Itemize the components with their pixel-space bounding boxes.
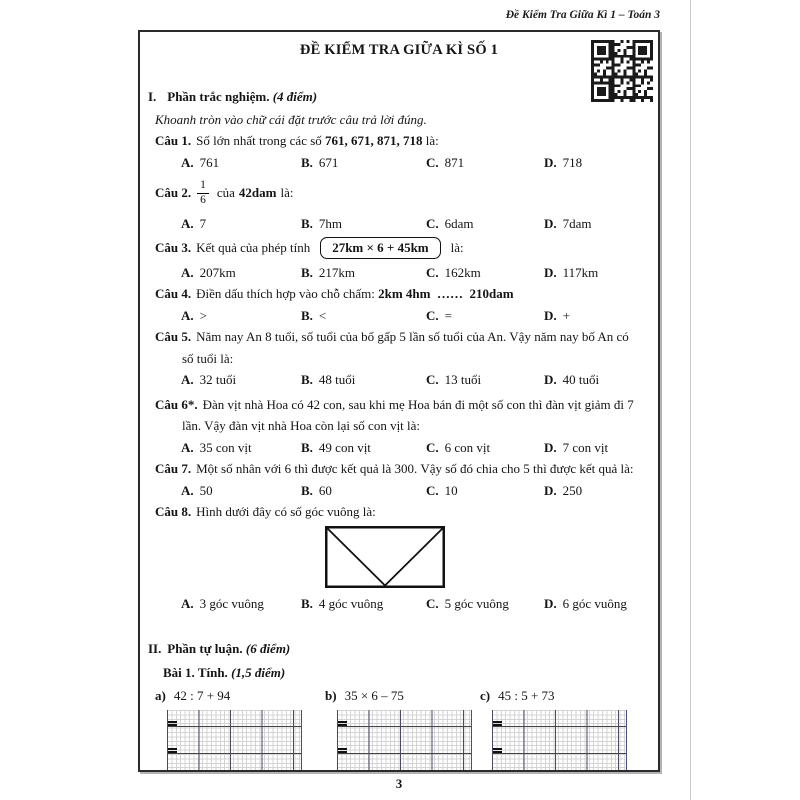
option-8a: A. 3 góc vuông [181, 595, 264, 611]
exam-sheet [138, 30, 660, 772]
option-5b: B. 48 tuổi [301, 372, 356, 387]
question-3-options [155, 262, 652, 284]
question-7-options [155, 480, 652, 502]
booklet-header: Đề Kiểm Tra Giữa Kì 1 – Toán 3 [505, 9, 660, 21]
option-7d: D. 250 [544, 482, 583, 498]
option-3b: B. 217km [301, 264, 356, 280]
option-7b: B. 60 [301, 482, 332, 498]
section-1-heading [148, 86, 652, 108]
section-2-points: (6 điểm) [245, 641, 291, 656]
option-4c: C. = [426, 307, 452, 323]
question-7 [155, 458, 652, 480]
question-1 [155, 130, 652, 152]
section-2-heading [148, 638, 652, 660]
exam-title: ĐỀ KIỂM TRA GIỮA KÌ SỐ 1 [299, 42, 499, 58]
option-2a: A. 7 [181, 216, 207, 231]
option-3d: D. 117km [544, 264, 599, 280]
working-grid-a [167, 710, 302, 773]
question-5-options [155, 369, 652, 391]
exercise-1-parts [155, 685, 652, 772]
question-3-label: Câu 3. [155, 240, 192, 256]
option-7a: A. 50 [181, 482, 213, 498]
question-4-label: Câu 4. [155, 286, 192, 301]
margin-tick [168, 748, 177, 753]
question-2-suffix: là: [280, 185, 294, 201]
option-4a: A. > [181, 307, 207, 323]
option-1b: B. 671 [301, 154, 339, 170]
question-8 [155, 501, 652, 523]
question-6-line1: Đàn vịt nhà Hoa có 42 con, sau khi mẹ Hoa bán đi một số con thì đàn vịt giảm đi 7 [202, 396, 634, 412]
part-b-expression: b) 35 × 6 – 75 [325, 688, 404, 703]
question-1-label: Câu 1. [155, 133, 192, 148]
margin-tick [168, 721, 177, 726]
section-1-number: I. [148, 89, 157, 104]
option-2d: D. 7dam [544, 216, 592, 231]
question-5 [155, 326, 652, 348]
option-6d: D. 7 con vịt [544, 439, 609, 455]
part-c-expression: c) 45 : 5 + 73 [480, 688, 555, 703]
working-grid-b [337, 710, 472, 773]
option-4b: B. < [301, 307, 327, 323]
question-2-options [155, 213, 652, 235]
exercise-1-points: (1,5 điểm) [231, 664, 286, 680]
option-1d: D. 718 [544, 154, 583, 170]
question-8-label: Câu 8. [155, 504, 192, 519]
question-6-options [155, 437, 652, 459]
question-4-text: Điền dấu thích hợp vào chỗ chấm: [196, 286, 375, 301]
question-6-line2: lần. Vậy đàn vịt nhà Hoa còn lại số con vịt là: [182, 418, 421, 433]
question-3-suffix: là: [450, 240, 464, 256]
question-1-text: Số lớn nhất trong các số [196, 133, 322, 148]
boxed-expression: 27km × 6 + 45km [320, 237, 440, 259]
section-1-title: Phần trắc nghiệm. [167, 89, 270, 104]
option-1c: C. 871 [426, 154, 465, 170]
qr-code-icon [591, 40, 653, 102]
question-6-label: Câu 6*. [155, 396, 198, 412]
question-7-label: Câu 7. [155, 461, 192, 476]
margin-tick [493, 748, 502, 753]
question-2-label: Câu 2. [155, 185, 192, 201]
option-6c: C. 6 con vịt [426, 439, 491, 455]
option-4d: D. + [544, 307, 570, 323]
section-1-points: (4 điểm) [272, 89, 318, 104]
question-1-suffix: là: [425, 133, 439, 148]
question-5-line2: số tuổi là: [182, 350, 234, 366]
question-3 [155, 235, 652, 262]
question-1-options [155, 152, 652, 174]
page-number: 3 [395, 776, 403, 791]
margin-tick [338, 721, 347, 726]
option-2c: C. 6dam [426, 216, 474, 231]
margin-tick [493, 721, 502, 726]
option-3c: C. 162km [426, 264, 481, 280]
option-2b: B. 7hm [301, 216, 343, 231]
question-2-mid: của [216, 185, 235, 201]
exam-content [140, 86, 658, 772]
question-1-numbers: 761, 671, 871, 718 [325, 133, 423, 148]
question-3-text: Kết quả của phép tính [196, 240, 311, 256]
option-1a: A. 761 [181, 154, 220, 170]
working-grid-c [492, 710, 627, 773]
question-5-line1: Năm nay An 8 tuổi, số tuổi của bố gấp 5 lần số tuổi của An. Vậy năm nay bố An có [196, 329, 629, 344]
option-8d: D. 6 góc vuông [544, 595, 627, 611]
margin-tick [338, 748, 347, 753]
question-5-label: Câu 5. [155, 329, 192, 344]
part-b [325, 685, 473, 772]
qr-pattern [591, 40, 653, 102]
option-5a: A. 32 tuổi [181, 372, 237, 387]
rectangle-with-diagonals-figure [325, 526, 652, 588]
option-3a: A. 207km [181, 264, 236, 280]
part-a-expression: a) 42 : 7 + 94 [155, 688, 231, 703]
option-8b: B. 4 góc vuông [301, 595, 384, 611]
option-6b: B. 49 con vịt [301, 439, 371, 455]
question-4 [155, 283, 652, 305]
exercise-1-title: Tính. [197, 664, 228, 680]
part-a [155, 685, 303, 772]
option-8c: C. 5 góc vuông [426, 595, 509, 611]
section-1-instruction: Khoanh tròn vào chữ cái đặt trước câu trả lời đúng. [155, 111, 427, 127]
question-8-options [155, 593, 652, 615]
exercise-1-heading [163, 662, 652, 684]
part-c [480, 685, 628, 772]
fraction-one-sixth: $\frac{1}{6}$ [197, 179, 209, 206]
question-4-options [155, 305, 652, 327]
option-6a: A. 35 con vịt [181, 439, 252, 455]
exercise-1-label: Bài 1. [163, 664, 195, 680]
question-8-text: Hình dưới đây có số góc vuông là: [196, 504, 376, 519]
option-5d: D. 40 tuổi [544, 372, 600, 387]
question-6 [155, 394, 652, 416]
question-2-value: 42dam [238, 185, 277, 201]
question-2 [155, 173, 652, 213]
page-edge-line [690, 0, 691, 800]
question-7-text: Một số nhân với 6 thì được kết quả là 300. Vậy số đó chia cho 5 thì được kết quả là: [196, 461, 634, 476]
option-7c: C. 10 [426, 482, 458, 498]
section-2-number: II. [148, 641, 162, 656]
question-4-expression: 2km 4hm …… 210dam [378, 286, 514, 301]
section-2-title: Phần tự luận. [167, 641, 243, 656]
option-5c: C. 13 tuổi [426, 372, 482, 387]
